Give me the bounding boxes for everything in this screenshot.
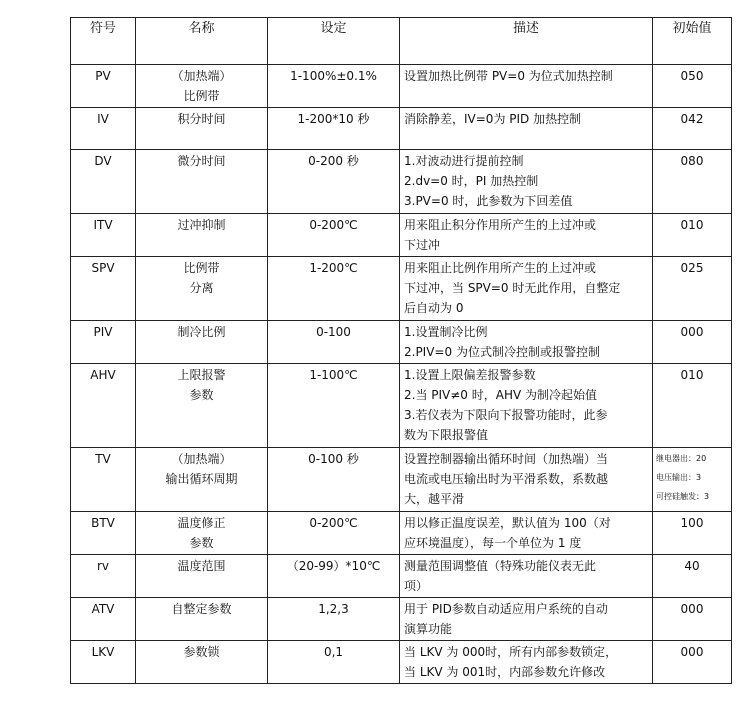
parameter-table bbox=[70, 17, 732, 684]
cell-initial-line: 010 bbox=[680, 218, 704, 232]
cell-setting bbox=[268, 512, 400, 555]
header-setting: 设定 bbox=[268, 18, 400, 65]
cell-name-line: 比例带 bbox=[183, 89, 220, 103]
cell-name-line: 分离 bbox=[189, 281, 214, 295]
header-description: 描述 bbox=[400, 18, 653, 65]
cell-name-line: 微分时间 bbox=[177, 154, 226, 168]
cell-symbol-line: rv bbox=[96, 559, 110, 573]
cell-setting bbox=[268, 555, 400, 598]
cell-description-line: 1.对波动进行提前控制 bbox=[404, 154, 524, 168]
cell-description bbox=[400, 555, 653, 598]
cell-setting-line: 0-200℃ bbox=[309, 516, 358, 530]
cell-description-line: 测量范围调整值（特殊功能仪表无此 bbox=[404, 559, 597, 573]
cell-description bbox=[400, 641, 653, 684]
cell-setting bbox=[268, 108, 400, 150]
cell-initial-line: 025 bbox=[680, 261, 704, 275]
cell-name bbox=[136, 257, 268, 321]
cell-name-line: （加热端） bbox=[171, 69, 232, 83]
cell-name bbox=[136, 512, 268, 555]
cell-name-line: 输出循环周期 bbox=[165, 472, 238, 486]
cell-description bbox=[400, 214, 653, 257]
cell-initial bbox=[653, 641, 732, 684]
cell-name bbox=[136, 321, 268, 364]
cell-name bbox=[136, 641, 268, 684]
cell-name bbox=[136, 555, 268, 598]
cell-description-line: 当 LKV 为 001时，内部参数允许修改 bbox=[404, 665, 606, 679]
cell-initial bbox=[653, 65, 732, 108]
cell-name-line: 自整定参数 bbox=[171, 602, 232, 616]
cell-initial-line: 可控硅触发：3 bbox=[656, 492, 710, 501]
cell-symbol bbox=[71, 364, 136, 448]
cell-setting-line: （20-99）*10℃ bbox=[286, 559, 381, 573]
cell-symbol-line: DV bbox=[94, 154, 112, 168]
cell-description bbox=[400, 150, 653, 214]
cell-description bbox=[400, 65, 653, 108]
cell-setting bbox=[268, 641, 400, 684]
cell-name bbox=[136, 108, 268, 150]
cell-initial-line: 080 bbox=[680, 154, 704, 168]
cell-initial-line: 电压输出：3 bbox=[656, 473, 702, 482]
cell-name-line: 上限报警 bbox=[177, 368, 226, 382]
cell-initial bbox=[653, 150, 732, 214]
table-row bbox=[71, 108, 732, 150]
cell-description-line: 2.dv=0 时，PI 加热控制 bbox=[404, 174, 539, 188]
cell-description-line: 消除静差，IV=0为 PID 加热控制 bbox=[404, 112, 582, 126]
cell-description-line: 当 LKV 为 000时，所有内部参数锁定， bbox=[404, 645, 618, 659]
cell-symbol-line: ITV bbox=[93, 218, 113, 232]
cell-initial-line: 000 bbox=[680, 645, 704, 659]
cell-name-line: 参数锁 bbox=[183, 645, 220, 659]
header-row bbox=[71, 18, 732, 65]
cell-description bbox=[400, 257, 653, 321]
cell-name-line: 比例带 bbox=[183, 261, 220, 275]
cell-initial-line: 042 bbox=[680, 112, 704, 126]
cell-setting bbox=[268, 214, 400, 257]
cell-symbol bbox=[71, 512, 136, 555]
cell-initial-line: 000 bbox=[680, 602, 704, 616]
cell-symbol bbox=[71, 214, 136, 257]
cell-description-line: 1.设置上限偏差报警参数 bbox=[404, 368, 536, 382]
cell-description-line: 用以修正温度误差，默认值为 100（对 bbox=[404, 516, 611, 530]
cell-setting bbox=[268, 321, 400, 364]
cell-description-line: 下过冲 bbox=[404, 238, 441, 252]
cell-symbol-line: TV bbox=[95, 452, 111, 466]
cell-setting-line: 0-200 秒 bbox=[308, 154, 359, 168]
cell-setting-line: 1-200℃ bbox=[309, 261, 358, 275]
cell-initial bbox=[653, 364, 732, 448]
cell-description-line: 用来阻止比例作用所产生的上过冲或 bbox=[404, 261, 597, 275]
cell-symbol-line: BTV bbox=[91, 516, 115, 530]
table-row bbox=[71, 598, 732, 641]
cell-initial-line: 000 bbox=[680, 325, 704, 339]
header-symbol: 符号 bbox=[71, 18, 136, 65]
cell-initial bbox=[653, 257, 732, 321]
cell-setting bbox=[268, 150, 400, 214]
cell-symbol bbox=[71, 257, 136, 321]
cell-setting-line: 0,1 bbox=[323, 645, 344, 659]
header-name: 名称 bbox=[136, 18, 268, 65]
table-row bbox=[71, 65, 732, 108]
table-row bbox=[71, 641, 732, 684]
cell-description-line: 2.PIV=0 为位式制冷控制或报警控制 bbox=[404, 345, 600, 359]
cell-symbol bbox=[71, 65, 136, 108]
cell-initial-line: 继电器出：20 bbox=[656, 454, 707, 463]
table-row bbox=[71, 257, 732, 321]
table-row bbox=[71, 321, 732, 364]
cell-setting-line: 1-100%±0.1% bbox=[290, 69, 377, 83]
cell-name-line: 温度修正 bbox=[177, 516, 226, 530]
cell-name-line: 参数 bbox=[189, 388, 214, 402]
cell-initial bbox=[653, 598, 732, 641]
cell-description-line: 应环境温度），每一个单位为 1 度 bbox=[404, 536, 582, 550]
cell-description-line: 3.若仪表为下限向下报警功能时，此参 bbox=[404, 408, 608, 422]
cell-description-line: 设置控制器输出循环时间（加热端）当 bbox=[404, 452, 609, 466]
cell-description bbox=[400, 321, 653, 364]
cell-description-line: 1.设置制冷比例 bbox=[404, 325, 488, 339]
header-initial: 初始值 bbox=[653, 18, 732, 65]
cell-initial bbox=[653, 321, 732, 364]
cell-name-line: 制冷比例 bbox=[177, 325, 226, 339]
cell-setting bbox=[268, 448, 400, 512]
table-row bbox=[71, 214, 732, 257]
cell-initial bbox=[653, 512, 732, 555]
cell-description-line: 电流或电压输出时为平滑系数，系数越 bbox=[404, 472, 609, 486]
cell-description-line: 后自动为 0 bbox=[404, 301, 464, 315]
cell-setting-line: 0-100 bbox=[316, 325, 351, 339]
cell-symbol-line: LKV bbox=[91, 645, 115, 659]
cell-description-line: 数为下限报警值 bbox=[404, 428, 489, 442]
cell-description bbox=[400, 448, 653, 512]
table-row bbox=[71, 150, 732, 214]
cell-description bbox=[400, 108, 653, 150]
cell-description-line: 用于 PID参数自动适应用户系统的自动 bbox=[404, 602, 608, 616]
cell-initial-line: 050 bbox=[680, 69, 704, 83]
cell-initial bbox=[653, 108, 732, 150]
cell-symbol bbox=[71, 555, 136, 598]
cell-symbol bbox=[71, 641, 136, 684]
cell-symbol-line: PIV bbox=[93, 325, 113, 339]
table-row bbox=[71, 555, 732, 598]
cell-symbol bbox=[71, 448, 136, 512]
cell-symbol bbox=[71, 598, 136, 641]
cell-setting bbox=[268, 257, 400, 321]
cell-name-line: 温度范围 bbox=[177, 559, 226, 573]
cell-description-line: 演算功能 bbox=[404, 622, 453, 636]
cell-name bbox=[136, 65, 268, 108]
table-row bbox=[71, 364, 732, 448]
cell-setting-line: 0-100 秒 bbox=[308, 452, 359, 466]
cell-description-line: 设置加热比例带 PV=0 为位式加热控制 bbox=[404, 69, 613, 83]
cell-description-line: 下过冲，当 SPV=0 时无此作用，自整定 bbox=[404, 281, 621, 295]
cell-name-line: （加热端） bbox=[171, 452, 232, 466]
cell-symbol bbox=[71, 108, 136, 150]
cell-name bbox=[136, 364, 268, 448]
cell-name bbox=[136, 150, 268, 214]
cell-description-line: 项） bbox=[404, 579, 429, 593]
cell-initial bbox=[653, 555, 732, 598]
cell-description-line: 2.当 PIV≠0 时，AHV 为制冷起始值 bbox=[404, 388, 598, 402]
cell-initial-line: 40 bbox=[684, 559, 700, 573]
cell-setting bbox=[268, 364, 400, 448]
cell-setting-line: 1,2,3 bbox=[318, 602, 349, 616]
cell-symbol-line: ATV bbox=[91, 602, 115, 616]
table-body bbox=[71, 65, 732, 684]
cell-description-line: 大，越平滑 bbox=[404, 492, 465, 506]
cell-description bbox=[400, 598, 653, 641]
table-row bbox=[71, 512, 732, 555]
cell-symbol-line: IV bbox=[97, 112, 109, 126]
cell-setting-line: 0-200℃ bbox=[309, 218, 358, 232]
cell-setting-line: 1-200*10 秒 bbox=[297, 112, 370, 126]
cell-initial bbox=[653, 448, 732, 512]
cell-initial-line: 100 bbox=[680, 516, 704, 530]
cell-initial-line: 010 bbox=[680, 368, 704, 382]
cell-name-line: 参数 bbox=[189, 536, 214, 550]
cell-symbol-line: AHV bbox=[90, 368, 116, 382]
cell-symbol-line: PV bbox=[95, 69, 111, 83]
cell-name-line: 过冲抑制 bbox=[177, 218, 226, 232]
cell-description bbox=[400, 364, 653, 448]
cell-name bbox=[136, 214, 268, 257]
cell-initial bbox=[653, 214, 732, 257]
cell-name-line: 积分时间 bbox=[177, 112, 226, 126]
cell-symbol bbox=[71, 150, 136, 214]
cell-description-line: 3.PV=0 时，此参数为下回差值 bbox=[404, 194, 573, 208]
cell-symbol bbox=[71, 321, 136, 364]
cell-setting-line: 1-100℃ bbox=[309, 368, 358, 382]
cell-setting bbox=[268, 65, 400, 108]
cell-description-line: 用来阻止积分作用所产生的上过冲或 bbox=[404, 218, 597, 232]
cell-symbol-line: SPV bbox=[91, 261, 115, 275]
cell-description bbox=[400, 512, 653, 555]
table-row bbox=[71, 448, 732, 512]
cell-setting bbox=[268, 598, 400, 641]
cell-name bbox=[136, 598, 268, 641]
cell-name bbox=[136, 448, 268, 512]
